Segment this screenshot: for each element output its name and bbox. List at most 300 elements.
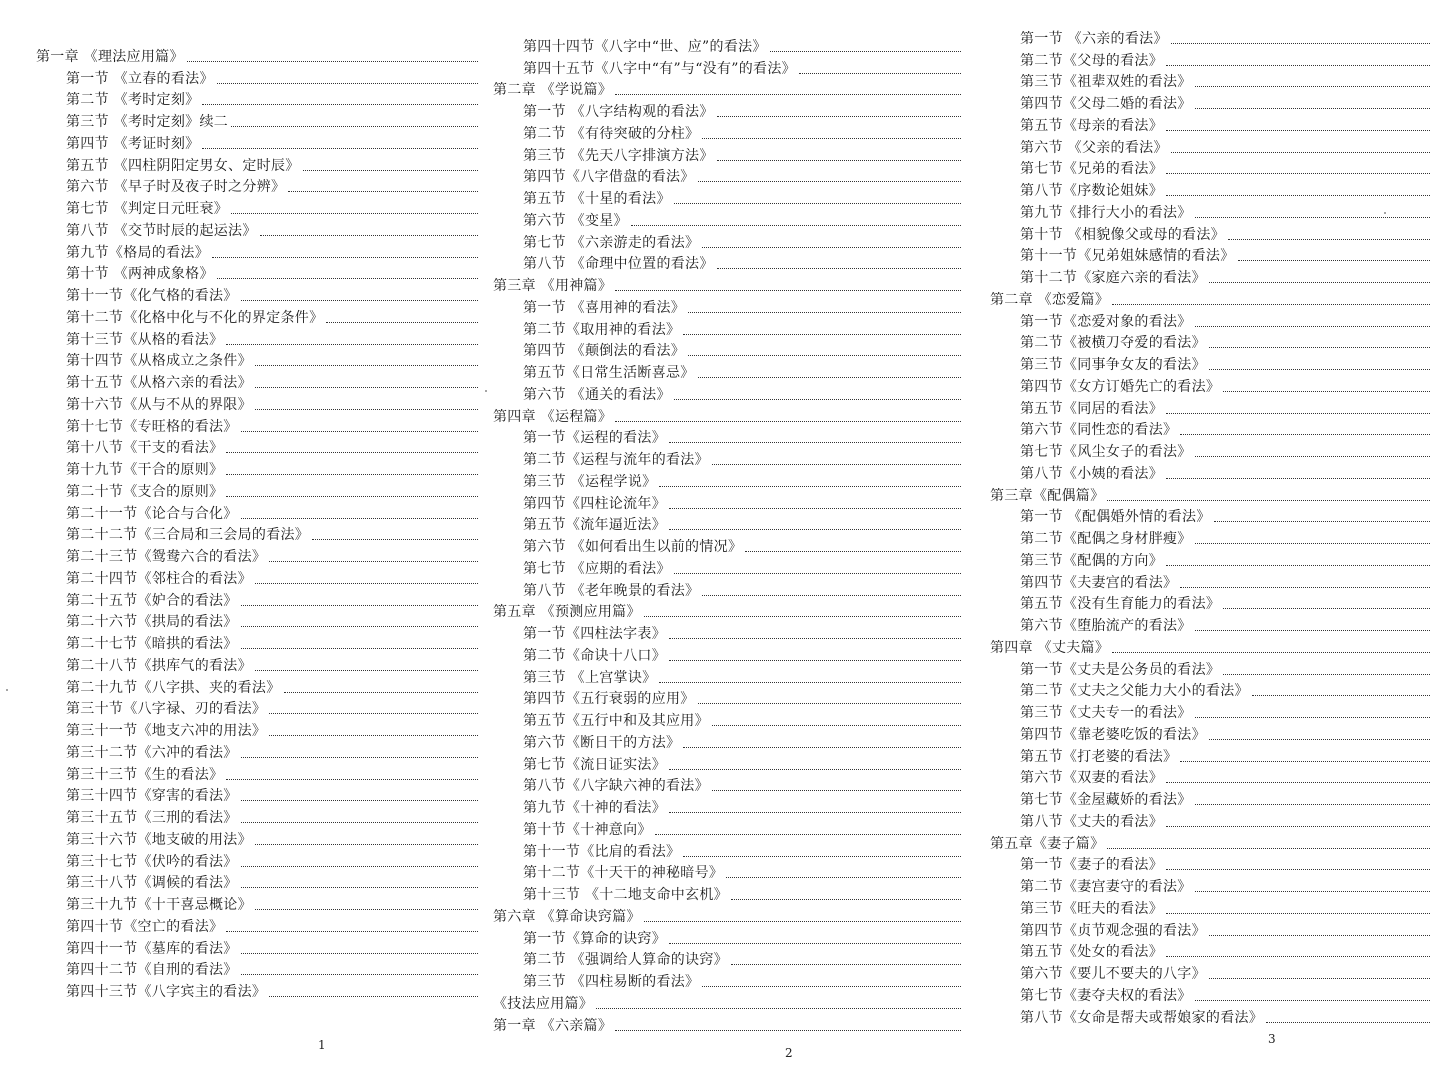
toc-entry-title: 第七节《风尘女子的看法》 <box>1020 444 1192 460</box>
toc-entry-title: 第一节《运程的看法》 <box>523 430 666 447</box>
dot-leader <box>655 833 961 835</box>
dot-leader <box>1195 455 1430 457</box>
toc-section-entry <box>990 678 1430 700</box>
toc-entry-title: 第六章 《算命诀窍篇》 <box>493 908 641 925</box>
toc-section-entry <box>990 69 1430 91</box>
toc-section-entry <box>36 261 478 283</box>
toc-entry-title: 第四节《八字借盘的看法》 <box>523 169 695 186</box>
dot-leader <box>1107 499 1430 501</box>
dot-leader <box>669 441 961 443</box>
toc-section-entry <box>990 1004 1430 1026</box>
toc-section-entry <box>493 425 961 447</box>
toc-entry-title: 第八节 《老年晚景的看法》 <box>523 582 700 599</box>
toc-section-entry <box>493 773 961 795</box>
toc-section-entry <box>36 369 478 391</box>
toc-section-entry <box>36 652 478 674</box>
dot-leader <box>1166 129 1430 131</box>
page-number-1: 1 <box>318 1038 326 1052</box>
dot-leader <box>698 376 961 378</box>
toc-entry-title: 第四十节《空亡的看法》 <box>66 918 224 935</box>
toc-section-entry <box>493 381 961 403</box>
toc-section-entry <box>36 565 478 587</box>
page-number-2: 2 <box>785 1046 793 1060</box>
dot-leader <box>731 898 961 900</box>
toc-entry-title: 第十七节《专旺格的看法》 <box>66 418 238 435</box>
toc-entry-title: 第六节《双妻的看法》 <box>1020 770 1163 787</box>
dot-leader <box>1166 781 1430 783</box>
toc-entry-title: 第二十五节《妒合的看法》 <box>66 592 238 609</box>
dot-leader <box>212 256 478 258</box>
toc-section-entry <box>36 435 478 457</box>
dot-leader <box>217 82 478 84</box>
dot-leader <box>1195 325 1430 327</box>
toc-entry-title: 第十五节《从格六亲的看法》 <box>66 375 252 391</box>
toc-entry-title: 《技法应用篇》 <box>493 995 594 1012</box>
dot-leader <box>688 311 961 313</box>
dot-leader <box>1209 738 1430 740</box>
dot-leader <box>269 995 478 997</box>
toc-entry-title: 第三节《丈夫专一的看法》 <box>1020 705 1192 721</box>
toc-entry-title: 第六节 《父亲的看法》 <box>1020 139 1168 156</box>
dot-leader <box>217 277 478 279</box>
toc-entry-title: 第五章《妻子篇》 <box>990 835 1105 852</box>
dot-leader <box>1112 303 1430 305</box>
toc-entry-title: 第十二节《家庭六亲的看法》 <box>1020 270 1206 286</box>
dot-leader <box>284 691 479 693</box>
dot-leader <box>255 386 478 388</box>
toc-section-entry <box>36 543 478 565</box>
dot-leader <box>260 234 478 236</box>
toc-section-entry <box>990 873 1430 895</box>
toc-section-entry <box>36 456 478 478</box>
dot-leader <box>683 746 961 748</box>
dot-leader <box>745 550 961 552</box>
toc-entry-title: 第二十三节《鸳鸯六合的看法》 <box>66 549 267 565</box>
toc-section-entry <box>36 630 478 652</box>
dot-leader <box>1195 890 1430 892</box>
toc-entry-title: 第十一节《兄弟姐妹感情的看法》 <box>1020 248 1235 265</box>
toc-section-entry <box>493 838 961 860</box>
dot-leader <box>659 485 961 487</box>
toc-section-entry <box>990 177 1430 199</box>
toc-entry-title: 第十二节《十天干的神秘暗号》 <box>523 865 724 882</box>
toc-entry-title: 第四节《父母二婚的看法》 <box>1020 96 1192 112</box>
toc-section-entry <box>990 156 1430 178</box>
toc-entry-title: 第二节《运程与流年的看法》 <box>523 452 709 468</box>
toc-section-entry <box>36 326 478 348</box>
dot-leader <box>1195 803 1430 805</box>
toc-section-entry <box>36 587 478 609</box>
toc-entry-title: 第三节 《上宫掌诀》 <box>523 669 657 686</box>
dot-leader <box>241 973 478 975</box>
toc-entry-title: 第二章 《恋爱篇》 <box>990 291 1110 308</box>
dot-leader <box>674 398 961 400</box>
dot-leader <box>1223 607 1430 609</box>
toc-entry-title: 第九节《排行大小的看法》 <box>1020 204 1192 221</box>
dot-leader <box>615 420 961 422</box>
toc-section-entry <box>493 490 961 512</box>
toc-section-entry <box>990 808 1430 830</box>
toc-entry-title: 第三十一节《地支六冲的用法》 <box>66 723 267 739</box>
toc-section-entry <box>36 978 478 1000</box>
toc-section-entry <box>493 359 961 381</box>
toc-entry-title: 第三章 《用神篇》 <box>493 278 613 294</box>
toc-section-entry <box>36 696 478 718</box>
toc-section-entry <box>990 939 1430 961</box>
toc-section-entry <box>493 142 961 164</box>
dot-leader <box>702 594 961 596</box>
dot-leader <box>241 517 478 519</box>
toc-entry-title: 第四十三节《八字宾主的看法》 <box>66 984 267 1000</box>
toc-section-entry <box>990 852 1430 874</box>
toc-entry-title: 第四节 《考证时刻》 <box>66 135 200 152</box>
toc-column-page-3 <box>990 25 1430 1026</box>
toc-entry-title: 第一节 《六亲的看法》 <box>1020 30 1168 47</box>
dot-leader <box>241 299 478 301</box>
toc-entry-title: 第三十五节《三刑的看法》 <box>66 810 238 826</box>
toc-entry-title: 第四节《贞节观念强的看法》 <box>1020 922 1206 939</box>
dot-leader <box>1223 390 1430 392</box>
toc-entry-title: 第三十四节《穿害的看法》 <box>66 788 238 805</box>
dot-leader <box>1166 194 1430 196</box>
dot-leader <box>303 169 478 171</box>
dot-leader <box>241 821 478 823</box>
toc-section-entry <box>990 264 1430 286</box>
toc-entry-title: 第五节《日常生活断喜忌》 <box>523 365 695 381</box>
toc-entry-title: 第二节《命诀十八口》 <box>523 647 666 664</box>
toc-entry-title: 第六节《同性恋的看法》 <box>1020 422 1178 439</box>
dot-leader <box>669 942 961 944</box>
dot-leader <box>1166 868 1430 870</box>
toc-entry-title: 第十六节《从与不从的界限》 <box>66 396 252 413</box>
toc-section-entry <box>990 656 1430 678</box>
toc-section-entry <box>493 729 961 751</box>
toc-section-entry <box>493 468 961 490</box>
toc-section-entry <box>990 786 1430 808</box>
toc-section-entry <box>36 174 478 196</box>
toc-section-entry <box>990 373 1430 395</box>
dot-leader <box>1214 520 1430 522</box>
toc-section-entry <box>36 500 478 522</box>
toc-section-entry <box>493 33 961 55</box>
dot-leader <box>1166 64 1430 66</box>
toc-section-entry <box>493 620 961 642</box>
toc-section-entry <box>493 316 961 338</box>
toc-section-entry <box>990 438 1430 460</box>
dot-leader <box>1166 955 1430 957</box>
toc-entry-title: 第一节《丈夫是公务员的看法》 <box>1020 661 1221 678</box>
dot-leader <box>615 289 961 291</box>
toc-chapter-entry <box>990 286 1430 308</box>
toc-section-entry <box>493 251 961 273</box>
toc-entry-title: 第二十四节《邻柱合的看法》 <box>66 570 252 587</box>
dot-leader <box>712 724 961 726</box>
toc-entry-title: 第四节《女方订婚先亡的看法》 <box>1020 378 1221 395</box>
dot-leader <box>698 702 961 704</box>
toc-entry-title: 第二章 《学说篇》 <box>493 82 613 99</box>
toc-entry-title: 第十节《十神意向》 <box>523 821 652 838</box>
toc-section-entry <box>990 330 1430 352</box>
dot-leader <box>1209 346 1430 348</box>
dot-leader <box>1166 912 1430 914</box>
toc-entry-title: 第五节《没有生育能力的看法》 <box>1020 596 1221 613</box>
dot-leader <box>717 159 961 161</box>
dot-leader <box>770 50 961 52</box>
toc-section-entry <box>493 446 961 468</box>
toc-section-entry <box>990 960 1430 982</box>
toc-entry-title: 第四节《五行衰弱的应用》 <box>523 691 695 708</box>
toc-section-entry <box>990 547 1430 569</box>
toc-entry-title: 第七节《妻夺夫权的看法》 <box>1020 987 1192 1004</box>
dot-leader <box>702 985 961 987</box>
toc-entry-title: 第五节《五行中和及其应用》 <box>523 713 709 729</box>
toc-entry-title: 第三章《配偶篇》 <box>990 487 1105 504</box>
toc-entry-title: 第六节《堕胎流产的看法》 <box>1020 618 1192 634</box>
toc-section-entry <box>990 90 1430 112</box>
toc-entry-title: 第三节《配偶的方向》 <box>1020 552 1163 569</box>
toc-entry-title: 第六节 《如何看出生以前的情况》 <box>523 539 743 555</box>
dot-leader <box>683 333 961 335</box>
toc-section-entry <box>990 504 1430 526</box>
toc-entry-title: 第二节 《考时定刻》 <box>66 92 200 109</box>
dot-leader <box>226 495 478 497</box>
toc-entry-title: 第六节 《早子时及夜子时之分辨》 <box>66 179 286 196</box>
toc-section-entry <box>493 707 961 729</box>
toc-section-entry <box>36 848 478 870</box>
dot-leader <box>1166 172 1430 174</box>
toc-section-entry <box>36 522 478 544</box>
toc-entry-title: 第一章 《六亲篇》 <box>493 1017 613 1034</box>
toc-entry-title: 第二十二节《三合局和三会局的看法》 <box>66 527 310 544</box>
toc-section-entry <box>990 765 1430 787</box>
toc-chapter-entry <box>990 830 1430 852</box>
toc-entry-title: 第三节 《运程学说》 <box>523 473 657 490</box>
toc-entry-title: 第三节《旺夫的看法》 <box>1020 900 1163 917</box>
toc-entry-title: 第二节《父母的看法》 <box>1020 52 1163 69</box>
toc-section-entry <box>36 108 478 130</box>
dot-leader <box>255 364 478 366</box>
dot-leader <box>1180 760 1430 762</box>
toc-section-entry <box>990 743 1430 765</box>
toc-chapter-entry <box>493 403 961 425</box>
toc-entry-title: 第二节 《强调给人算命的诀窍》 <box>523 952 728 969</box>
toc-section-entry <box>36 217 478 239</box>
toc-entry-title: 第十一节《比肩的看法》 <box>523 843 681 860</box>
toc-section-entry <box>493 925 961 947</box>
toc-entry-title: 第一节 《喜用神的看法》 <box>523 299 686 316</box>
dot-leader <box>241 886 478 888</box>
dot-leader <box>241 952 478 954</box>
toc-entry-title: 第三十八节《调候的看法》 <box>66 875 238 892</box>
toc-section-entry <box>493 642 961 664</box>
dot-leader <box>241 625 478 627</box>
toc-entry-title: 第三十二节《六冲的看法》 <box>66 744 238 761</box>
toc-section-entry <box>493 947 961 969</box>
toc-entry-title: 第二十节《支合的原则》 <box>66 483 224 500</box>
dot-leader <box>255 408 478 410</box>
toc-section-entry <box>36 804 478 826</box>
toc-chapter-entry <box>36 43 478 65</box>
toc-column-page-1 <box>36 43 478 1000</box>
dot-leader <box>1195 542 1430 544</box>
toc-section-entry <box>493 98 961 120</box>
toc-entry-title: 第二十九节《八字拱、夹的看法》 <box>66 679 281 696</box>
dot-leader <box>1209 368 1430 370</box>
dot-leader <box>1166 825 1430 827</box>
toc-section-entry <box>990 221 1430 243</box>
toc-section-entry <box>36 478 478 500</box>
dot-leader <box>226 343 478 345</box>
toc-entry-title: 第四十五节《八字中“有”与“没有”的看法》 <box>523 60 796 77</box>
toc-entry-title: 第一节《四柱法字表》 <box>523 626 666 642</box>
toc-entry-title: 第十三节 《十二地支命中玄机》 <box>523 887 728 903</box>
toc-entry-title: 第四节《夫妻宫的看法》 <box>1020 574 1178 591</box>
dot-leader <box>799 72 961 74</box>
dot-leader <box>1107 847 1430 849</box>
toc-section-entry <box>990 112 1430 134</box>
toc-section-entry <box>36 239 478 261</box>
toc-section-entry <box>36 913 478 935</box>
toc-section-entry <box>36 739 478 761</box>
toc-entry-title: 第一节《算命的诀窍》 <box>523 930 666 947</box>
toc-section-entry <box>36 152 478 174</box>
toc-section-entry <box>990 351 1430 373</box>
toc-entry-title: 第三节《祖辈双姓的看法》 <box>1020 74 1192 91</box>
dot-leader <box>712 463 961 465</box>
toc-section-entry <box>493 164 961 186</box>
toc-section-entry <box>990 525 1430 547</box>
dot-leader <box>1238 259 1431 261</box>
toc-entry-title: 第四十四节《八字中“世、应”的看法》 <box>523 38 767 55</box>
dot-leader <box>702 246 961 248</box>
toc-entry-title: 第十二节《化格中化与不化的界定条件》 <box>66 309 324 326</box>
toc-chapter-entry <box>493 272 961 294</box>
toc-section-entry <box>36 870 478 892</box>
dot-leader <box>226 451 478 453</box>
toc-entry-title: 第三十九节《十干喜忌概论》 <box>66 897 252 913</box>
dot-leader <box>596 1007 961 1009</box>
toc-section-entry <box>990 699 1430 721</box>
page-number-3: 3 <box>1268 1032 1276 1046</box>
toc-entry-title: 第二十六节《拱局的看法》 <box>66 614 238 631</box>
toc-section-entry <box>36 348 478 370</box>
toc-entry-title: 第十一节《化气格的看法》 <box>66 288 238 304</box>
toc-entry-title: 第十八节《干支的看法》 <box>66 440 224 457</box>
toc-section-entry <box>493 185 961 207</box>
toc-chapter-entry <box>990 634 1430 656</box>
toc-section-entry <box>990 895 1430 917</box>
toc-section-entry <box>493 120 961 142</box>
toc-entry-title: 第三节 《考时定刻》续二 <box>66 114 229 130</box>
toc-entry-title: 第二节《丈夫之父能力大小的看法》 <box>1020 683 1249 700</box>
dot-leader <box>1195 85 1430 87</box>
dot-leader <box>1195 216 1430 218</box>
toc-entry-title: 第二节 《有待突破的分柱》 <box>523 125 700 142</box>
toc-entry-title: 第五节《处女的看法》 <box>1020 944 1163 961</box>
dot-leader <box>288 190 478 192</box>
toc-section-entry <box>493 751 961 773</box>
dot-leader <box>241 799 478 801</box>
scan-speck <box>1384 212 1386 214</box>
dot-leader <box>615 93 961 95</box>
dot-leader <box>255 582 478 584</box>
toc-section-entry <box>36 87 478 109</box>
toc-entry-title: 第七节《兄弟的看法》 <box>1020 161 1163 178</box>
dot-leader <box>226 778 478 780</box>
dot-leader <box>241 756 478 758</box>
toc-section-entry <box>36 891 478 913</box>
toc-entry-title: 第七节《金屋藏娇的看法》 <box>1020 792 1192 808</box>
toc-section-entry <box>990 134 1430 156</box>
toc-entry-title: 第八节 《交节时辰的起运法》 <box>66 222 257 239</box>
toc-entry-title: 第四节《四柱论流年》 <box>523 495 666 512</box>
toc-chapter-entry <box>493 599 961 621</box>
dot-leader <box>1209 281 1430 283</box>
toc-entry-title: 第二节《取用神的看法》 <box>523 321 681 338</box>
toc-chapter-entry <box>990 482 1430 504</box>
dot-leader <box>1180 433 1430 435</box>
toc-section-entry <box>493 512 961 534</box>
toc-entry-title: 第十三节《从格的看法》 <box>66 331 224 348</box>
toc-section-entry <box>493 816 961 838</box>
toc-entry-title: 第四十一节《墓库的看法》 <box>66 940 238 957</box>
dot-leader <box>1166 564 1430 566</box>
toc-entry-title: 第八节 《命理中位置的看法》 <box>523 256 714 273</box>
toc-entry-title: 第七节 《六亲游走的看法》 <box>523 234 700 251</box>
toc-section-entry <box>493 338 961 360</box>
dot-leader <box>631 224 961 226</box>
toc-entry-title: 第三十节《八字禄、刃的看法》 <box>66 701 267 718</box>
toc-section-entry <box>990 612 1430 634</box>
dot-leader <box>731 963 961 965</box>
toc-entry-title: 第十节 《相貌像父或母的看法》 <box>1020 226 1225 243</box>
toc-section-entry <box>36 304 478 326</box>
toc-entry-title: 第七节《流日证实法》 <box>523 756 666 773</box>
dot-leader <box>644 920 961 922</box>
dot-leader <box>1223 673 1430 675</box>
dot-leader <box>1166 412 1430 414</box>
toc-section-entry <box>493 968 961 990</box>
toc-section-entry <box>36 717 478 739</box>
dot-leader <box>669 637 961 639</box>
dot-leader <box>226 473 478 475</box>
toc-entry-title: 第二十七节《暗拱的看法》 <box>66 636 238 652</box>
dot-leader <box>644 615 961 617</box>
dot-leader <box>712 789 961 791</box>
dot-leader <box>202 147 478 149</box>
toc-section-entry <box>36 130 478 152</box>
toc-section-entry <box>36 783 478 805</box>
toc-section-entry <box>493 664 961 686</box>
toc-entry-title: 第六节《要儿不要夫的八字》 <box>1020 966 1206 982</box>
dot-leader <box>187 60 478 62</box>
toc-section-entry <box>990 308 1430 330</box>
toc-section-entry <box>990 460 1430 482</box>
dot-leader <box>688 354 961 356</box>
toc-section-entry <box>493 555 961 577</box>
scan-speck <box>6 689 8 691</box>
dot-leader <box>669 768 961 770</box>
toc-entry-title: 第六节 《变星》 <box>523 212 628 229</box>
toc-entry-title: 第五节《流年逼近法》 <box>523 517 666 534</box>
toc-entry-title: 第七节 《判定日元旺衰》 <box>66 201 229 217</box>
toc-entry-title: 第五节 《十星的看法》 <box>523 191 671 207</box>
toc-entry-title: 第一节 《配偶婚外情的看法》 <box>1020 509 1211 526</box>
dot-leader <box>1195 716 1430 718</box>
toc-entry-title: 第四章 《丈夫篇》 <box>990 639 1110 656</box>
dot-leader <box>717 115 961 117</box>
toc-section-entry <box>493 860 961 882</box>
